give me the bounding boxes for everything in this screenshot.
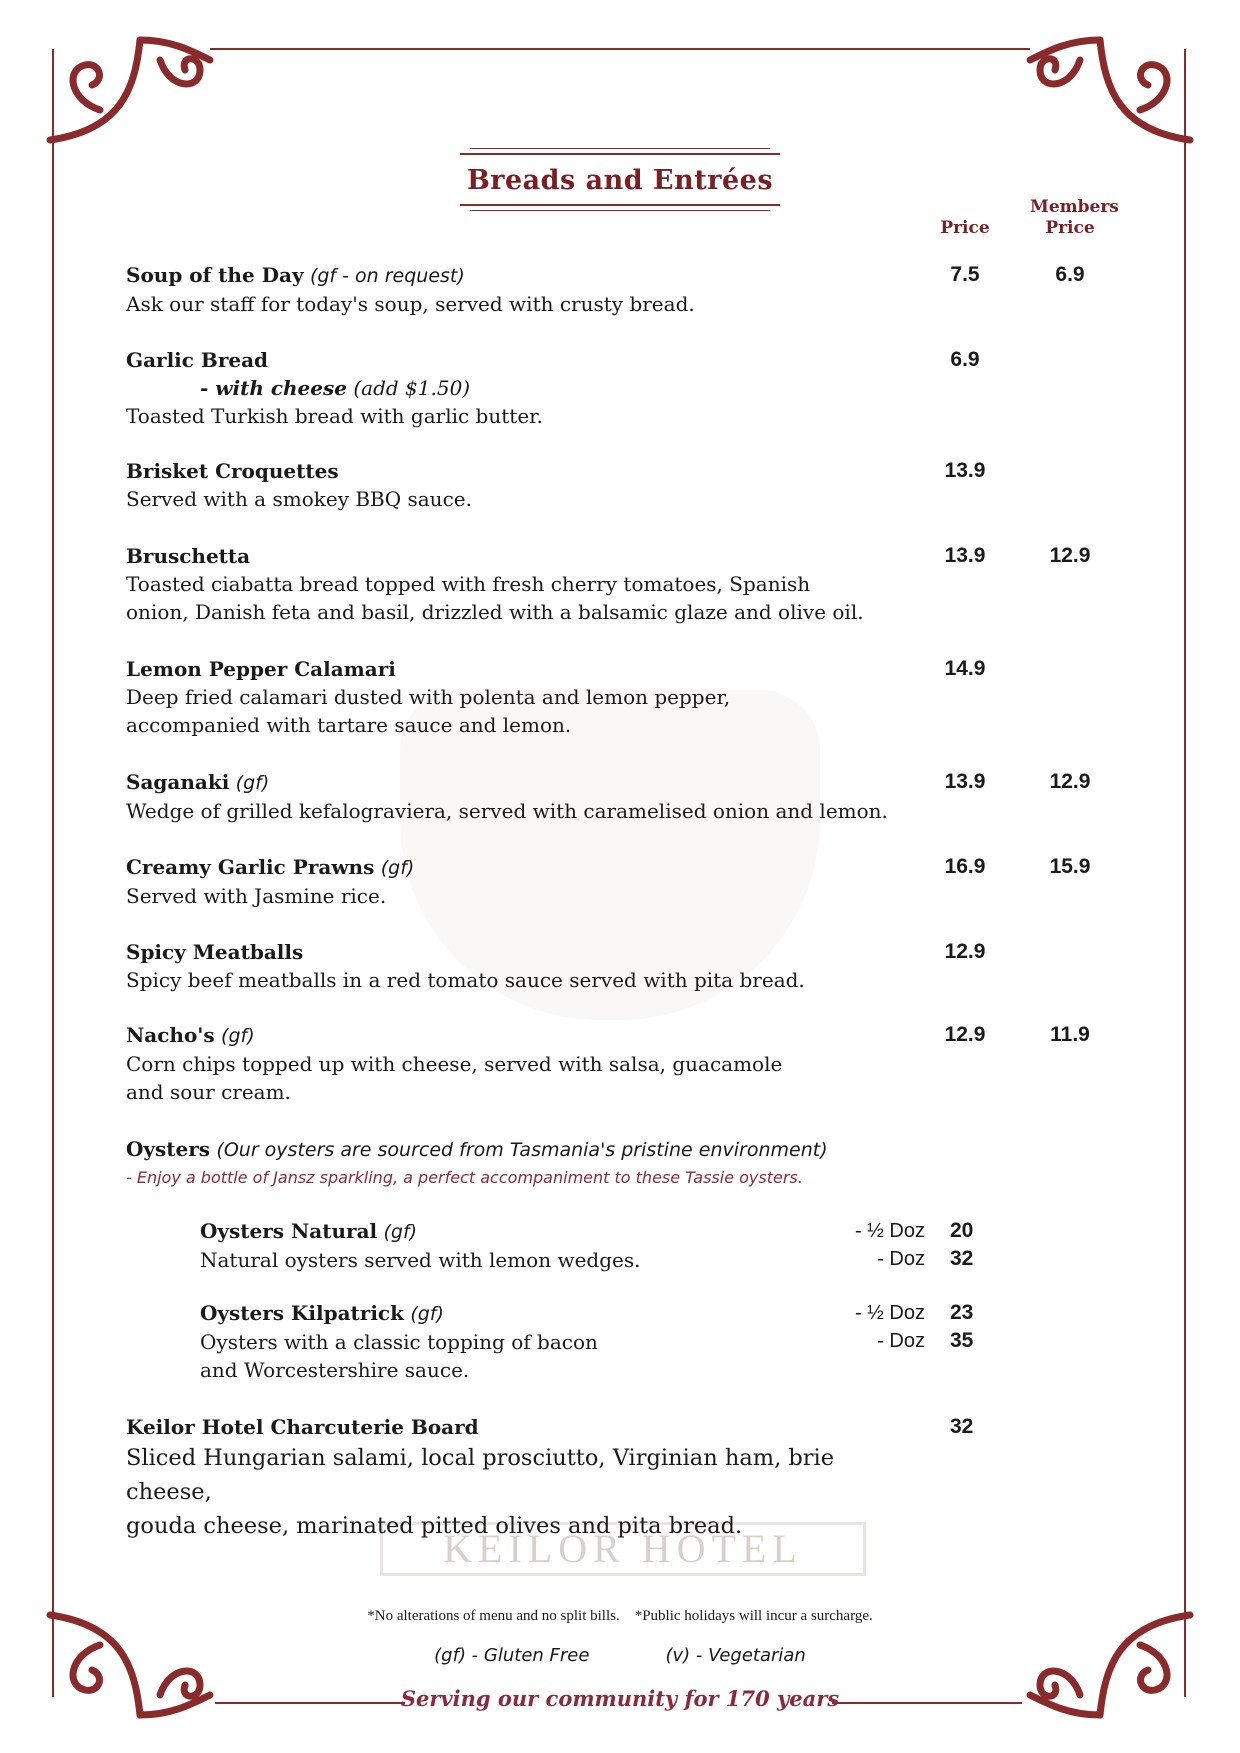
item-note: (gf)	[380, 857, 415, 879]
item-description: Toasted ciabatta bread topped with fresh cherry tomatoes, Spanish	[126, 572, 811, 596]
item-description: Sliced Hungarian salami, local prosciutto, Virginian ham, brie cheese,	[126, 1445, 835, 1505]
item-members-price: 12.9	[1049, 770, 1091, 793]
charcuterie-item	[126, 1413, 926, 1543]
menu-item	[126, 457, 926, 513]
item-note: (gf)	[383, 1221, 418, 1243]
option-name: - with cheese	[200, 376, 347, 400]
divider	[460, 204, 780, 206]
dozen-label: - Doz	[877, 1248, 925, 1270]
item-name: Keilor Hotel Charcuterie Board	[126, 1415, 479, 1439]
item-price: 14.9	[944, 657, 986, 680]
menu-item	[126, 542, 926, 626]
item-members-price: 15.9	[1049, 855, 1091, 878]
oysters-promo: - Enjoy a bottle of Jansz sparkling, a perfect accompaniment to these Tassie oysters.	[126, 1168, 803, 1187]
item-description: Wedge of grilled kefalograviera, served with caramelised onion and lemon.	[126, 799, 888, 823]
oysters-title: Oysters	[126, 1137, 211, 1161]
section-header	[460, 148, 780, 211]
item-description: Served with a smokey BBQ sauce.	[126, 487, 472, 511]
item-title	[126, 853, 926, 882]
item-description: Spicy beef meatballs in a red tomato sauce served with pita bread.	[126, 968, 805, 992]
item-note: (gf)	[221, 1025, 255, 1047]
divider	[470, 210, 770, 211]
members-price-column-header	[1030, 197, 1119, 239]
oyster-item	[200, 1217, 720, 1274]
item-option	[126, 374, 926, 402]
item-price: 12.9	[944, 1023, 986, 1046]
item-title	[126, 346, 926, 374]
item-description: Toasted Turkish bread with garlic butter.	[126, 404, 543, 428]
item-name: Creamy Garlic Prawns	[126, 855, 375, 879]
item-members-price: 11.9	[1050, 1023, 1090, 1046]
item-price: 32	[950, 1415, 974, 1438]
item-description-2: accompanied with tartare sauce and lemon.	[126, 713, 572, 737]
price-column-header: Price	[940, 218, 990, 238]
divider	[470, 148, 770, 149]
item-title	[126, 261, 926, 290]
item-title	[126, 1021, 926, 1050]
item-name: Lemon Pepper Calamari	[126, 657, 396, 681]
item-price: 16.9	[944, 855, 986, 878]
gluten-free-legend: (gf) - Gluten Free	[434, 1645, 590, 1666]
item-name: Saganaki	[126, 770, 230, 794]
watermark-text: KEILOR HOTEL	[380, 1522, 866, 1576]
dozen-price: 32	[950, 1247, 974, 1270]
vegetarian-legend: (v) - Vegetarian	[665, 1645, 806, 1666]
item-title	[126, 768, 926, 797]
option-note: (add $1.50)	[353, 376, 471, 400]
corner-ornament-icon	[1010, 30, 1200, 170]
item-name: Nacho's	[126, 1023, 215, 1047]
item-description: Corn chips topped up with cheese, served with salsa, guacamole	[126, 1052, 783, 1076]
menu-item	[126, 261, 926, 318]
item-name: Brisket Croquettes	[126, 459, 339, 483]
item-price: 13.9	[944, 459, 986, 482]
item-description: Served with Jasmine rice.	[126, 884, 387, 908]
menu-item	[126, 346, 926, 430]
item-title	[126, 655, 926, 683]
item-description: Ask our staff for today's soup, served with crusty bread.	[126, 292, 695, 316]
item-title	[126, 542, 926, 570]
item-description-2: and sour cream.	[126, 1080, 291, 1104]
item-name: Garlic Bread	[126, 348, 269, 372]
half-dozen-label: - ½ Doz	[854, 1220, 925, 1242]
tagline: Serving our community for 170 years	[400, 1686, 840, 1711]
members-label: Members	[1030, 197, 1119, 217]
public-holiday-note: *Public holidays will incur a surcharge.	[634, 1608, 873, 1624]
item-title	[126, 1135, 1086, 1164]
corner-ornament-icon	[40, 30, 230, 170]
item-description: Oysters with a classic topping of bacon	[200, 1330, 598, 1354]
item-title	[126, 938, 926, 966]
item-description-2: and Worcestershire sauce.	[200, 1358, 470, 1382]
no-alterations-note: *No alterations of menu and no split bills.	[367, 1608, 620, 1624]
footer-notes	[0, 1608, 1240, 1625]
item-name: Bruschetta	[126, 544, 251, 568]
item-price: 13.9	[944, 544, 986, 567]
item-title	[126, 457, 926, 485]
item-price: 12.9	[944, 940, 986, 963]
top-border	[210, 48, 1030, 50]
menu-item	[126, 655, 926, 739]
item-price: 7.5	[950, 263, 980, 286]
menu-item	[126, 1021, 926, 1106]
page-title: Breads and Entrées	[466, 165, 774, 196]
half-dozen-price: 20	[950, 1219, 974, 1242]
item-description-2: gouda cheese, marinated pitted olives and pita bread.	[126, 1513, 743, 1539]
item-title	[200, 1299, 720, 1328]
item-note: (gf)	[235, 772, 270, 794]
item-note: (gf)	[410, 1303, 444, 1325]
oysters-section-header	[126, 1135, 1086, 1192]
item-description-2: onion, Danish feta and basil, drizzled with a balsamic glaze and olive oil.	[126, 600, 864, 624]
price-label: Price	[1045, 218, 1095, 238]
item-description: Deep fried calamari dusted with polenta and lemon pepper,	[126, 685, 731, 709]
menu-item	[126, 853, 926, 910]
item-name: Spicy Meatballs	[126, 940, 304, 964]
item-price: 6.9	[950, 348, 980, 371]
item-members-price: 6.9	[1055, 263, 1085, 286]
dozen-label: - Doz	[877, 1330, 925, 1352]
item-members-price: 12.9	[1049, 544, 1091, 567]
item-name: Soup of the Day	[126, 263, 304, 287]
half-dozen-price: 23	[950, 1301, 974, 1324]
dietary-legend	[0, 1645, 1240, 1666]
half-dozen-label: - ½ Doz	[854, 1302, 925, 1324]
item-name: Oysters Kilpatrick	[200, 1301, 404, 1325]
dozen-price: 35	[950, 1329, 974, 1352]
item-name: Oysters Natural	[200, 1219, 378, 1243]
item-title	[200, 1217, 720, 1246]
menu-item	[126, 768, 926, 825]
menu-item	[126, 938, 926, 994]
item-description: Natural oysters served with lemon wedges.	[200, 1248, 641, 1272]
oysters-note: (Our oysters are sourced from Tasmania's pristine environment)	[216, 1139, 828, 1161]
oyster-item	[200, 1299, 720, 1384]
item-note: (gf - on request)	[309, 265, 465, 287]
item-price: 13.9	[944, 770, 986, 793]
